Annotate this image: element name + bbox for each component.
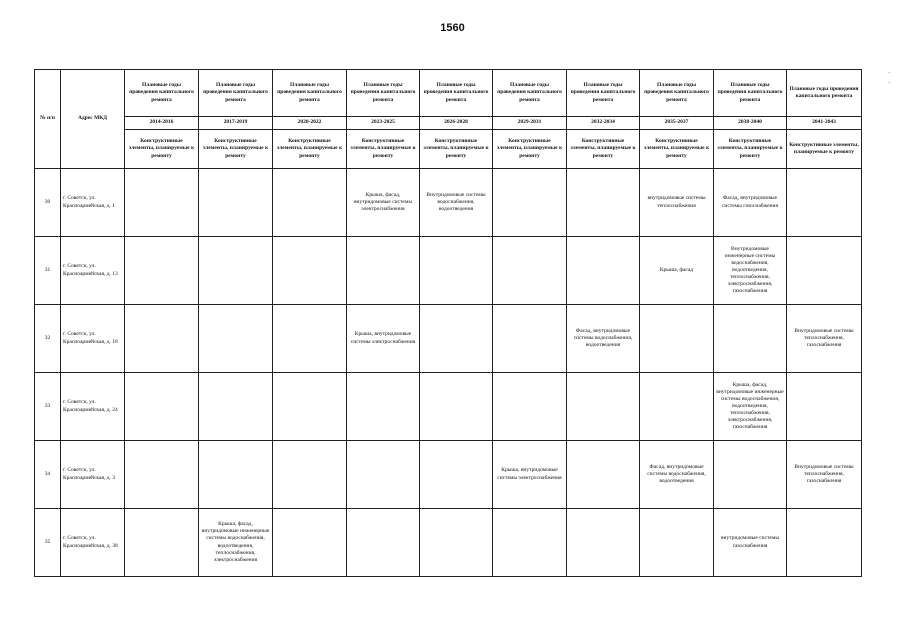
row-address: г. Советск, ул. Красноармейская, д. 24: [61, 373, 125, 441]
elements-label: Конструктивные элементы, планируемые к ремонту: [640, 130, 714, 169]
elements-label: Конструктивные элементы, планируемые к ремонту: [714, 130, 787, 169]
repair-cell: [199, 237, 273, 305]
table-row: [35, 509, 862, 577]
period-years: 2035-2037: [640, 117, 714, 130]
elements-label: Конструктивные элементы, планируемые к ремонту: [420, 130, 493, 169]
period-label: Плановые годы проведения капитального ремонта: [199, 70, 273, 117]
repair-cell: внутридомовые системы теплоснабжения: [640, 169, 714, 237]
row-number: 35: [35, 509, 61, 577]
elements-label: Конструктивные элементы, планируемые к ремонту: [493, 130, 567, 169]
period-label: Плановые годы проведения капитального ремонта: [714, 70, 787, 117]
repair-cell: [125, 441, 199, 509]
repair-cell: [199, 441, 273, 509]
table-row: [35, 169, 862, 237]
repair-cell: [787, 373, 862, 441]
period-years: 2026-2028: [420, 117, 493, 130]
row-number: 30: [35, 169, 61, 237]
table-row: [35, 441, 862, 509]
repair-cell: Внутридомовые системы теплоснабжения, газоснабжения: [787, 441, 862, 509]
repair-cell: [640, 373, 714, 441]
repair-cell: [567, 169, 640, 237]
period-label: Плановые годы проведения капитального ремонта: [125, 70, 199, 117]
repair-cell: [273, 305, 347, 373]
repair-cell: [787, 509, 862, 577]
table-row: [35, 305, 862, 373]
header-row-periods: [35, 117, 862, 130]
repair-cell: [420, 373, 493, 441]
elements-label: Конструктивные элементы, планируемые к ремонту: [199, 130, 273, 169]
row-address: г. Советск, ул. Красноармейская, д. 3: [61, 441, 125, 509]
repair-cell: [420, 237, 493, 305]
period-label: Плановые годы проведения капитального ремонта: [787, 70, 862, 117]
repair-cell: [199, 169, 273, 237]
row-address: г. Советск, ул. Красноармейская, д. 1: [61, 169, 125, 237]
elements-label: Конструктивные элементы, планируемые к ремонту: [567, 130, 640, 169]
repair-cell: [347, 237, 420, 305]
repair-cell: [125, 305, 199, 373]
repair-cell: [493, 373, 567, 441]
row-number: 32: [35, 305, 61, 373]
repair-cell: [347, 373, 420, 441]
period-label: Плановые годы проведения капитального ремонта: [420, 70, 493, 117]
elements-label: Конструктивные элементы, планируемые к ремонту: [273, 130, 347, 169]
period-label: Плановые годы проведения капитального ремонта: [493, 70, 567, 117]
repair-cell: Крыша, фасад: [640, 237, 714, 305]
repair-cell: Внутридомовые системы теплоснабжения, газоснабжения: [787, 305, 862, 373]
elements-label: Конструктивные элементы, планируемые к ремонту: [347, 130, 420, 169]
period-years: 2029-2031: [493, 117, 567, 130]
repair-cell: [199, 305, 273, 373]
repair-cell: [567, 373, 640, 441]
table-row: [35, 237, 862, 305]
repair-cell: Крыша, фасад, внутридомовые системы электроснабжения: [347, 169, 420, 237]
repair-cell: Внутридомовые системы водоснабжения, водоотведения: [420, 169, 493, 237]
repair-cell: [640, 305, 714, 373]
repair-cell: Крыша, фасад, внутридомовые инженерные системы водоснабжения, водоотведения, теплоснабжения, электроснабжения, газоснабжения: [714, 373, 787, 441]
repair-cell: [125, 373, 199, 441]
period-years: 2032-2034: [567, 117, 640, 130]
repair-cell: Крыша, внутридомовые системы электроснабжения: [347, 305, 420, 373]
repair-cell: [420, 305, 493, 373]
repair-cell: [420, 441, 493, 509]
period-years: 2038-2040: [714, 117, 787, 130]
column-header-number: № п/п: [35, 70, 61, 169]
repair-cell: [273, 509, 347, 577]
elements-label: Конструктивные элементы, планируемые к ремонту: [787, 130, 862, 169]
table-row: [35, 373, 862, 441]
repair-cell: [273, 441, 347, 509]
page-number: 1560: [440, 22, 465, 34]
column-header-address: Адрес МКД: [61, 70, 125, 169]
period-label: Плановые годы проведения капитального ремонта: [347, 70, 420, 117]
repair-cell: [567, 509, 640, 577]
repair-cell: Крыша, внутридомовые системы электроснабжения: [493, 441, 567, 509]
repair-cell: [420, 509, 493, 577]
row-address: г. Советск, ул. Красноармейская, д. 18: [61, 305, 125, 373]
repair-cell: Внутридомовые инженерные системы водоснабжения, водоотведения, теплоснабжения, электроснабжения, газоснабжения: [714, 237, 787, 305]
repair-cell: внутридомовые системы газоснабжения: [714, 509, 787, 577]
margin-mark: -: [888, 80, 890, 86]
repair-cell: [714, 441, 787, 509]
repair-cell: [273, 373, 347, 441]
period-label: Плановые годы проведения капитального ремонта: [640, 70, 714, 117]
repair-cell: [567, 237, 640, 305]
repair-cell: [125, 509, 199, 577]
row-number: 31: [35, 237, 61, 305]
period-years: 2041-2043: [787, 117, 862, 130]
repair-cell: Крыша, фасад, внутридомовые инженерные системы водоснабжения, водоотведения, теплоснабжения, электроснабжения: [199, 509, 273, 577]
repair-cell: [640, 509, 714, 577]
repair-cell: [567, 441, 640, 509]
repair-cell: [125, 169, 199, 237]
elements-label: Конструктивные элементы, планируемые к ремонту: [125, 130, 199, 169]
repair-cell: [347, 441, 420, 509]
period-years: 2017-2019: [199, 117, 273, 130]
repair-cell: [199, 373, 273, 441]
row-address: г. Советск, ул. Красноармейская, д. 13: [61, 237, 125, 305]
header-row-elements: [35, 130, 862, 169]
repair-cell: [347, 509, 420, 577]
capital-repair-schedule-table: [34, 69, 862, 577]
repair-cell: [493, 305, 567, 373]
repair-cell: [787, 169, 862, 237]
repair-cell: Фасад, внутридомовые системы водоснабжения, водоотведения: [640, 441, 714, 509]
period-label: Плановые годы проведения капитального ремонта: [273, 70, 347, 117]
repair-cell: [493, 509, 567, 577]
repair-cell: [125, 237, 199, 305]
period-years: 2020-2022: [273, 117, 347, 130]
row-address: г. Советск, ул. Красноармейская, д. 38: [61, 509, 125, 577]
row-number: 33: [35, 373, 61, 441]
repair-cell: [493, 169, 567, 237]
row-number: 34: [35, 441, 61, 509]
period-years: 2014-2016: [125, 117, 199, 130]
repair-cell: Фасад, внутридомовые системы газоснабжения: [714, 169, 787, 237]
period-label: Плановые годы проведения капитального ремонта: [567, 70, 640, 117]
header-row-period-labels: [35, 70, 862, 117]
repair-cell: [273, 169, 347, 237]
period-years: 2023-2025: [347, 117, 420, 130]
repair-cell: [273, 237, 347, 305]
repair-cell: [493, 237, 567, 305]
repair-cell: Фасад, внутридомовые системы водоснабжения, водоотведения: [567, 305, 640, 373]
repair-cell: [787, 237, 862, 305]
repair-cell: [714, 305, 787, 373]
margin-mark: -: [888, 70, 890, 76]
